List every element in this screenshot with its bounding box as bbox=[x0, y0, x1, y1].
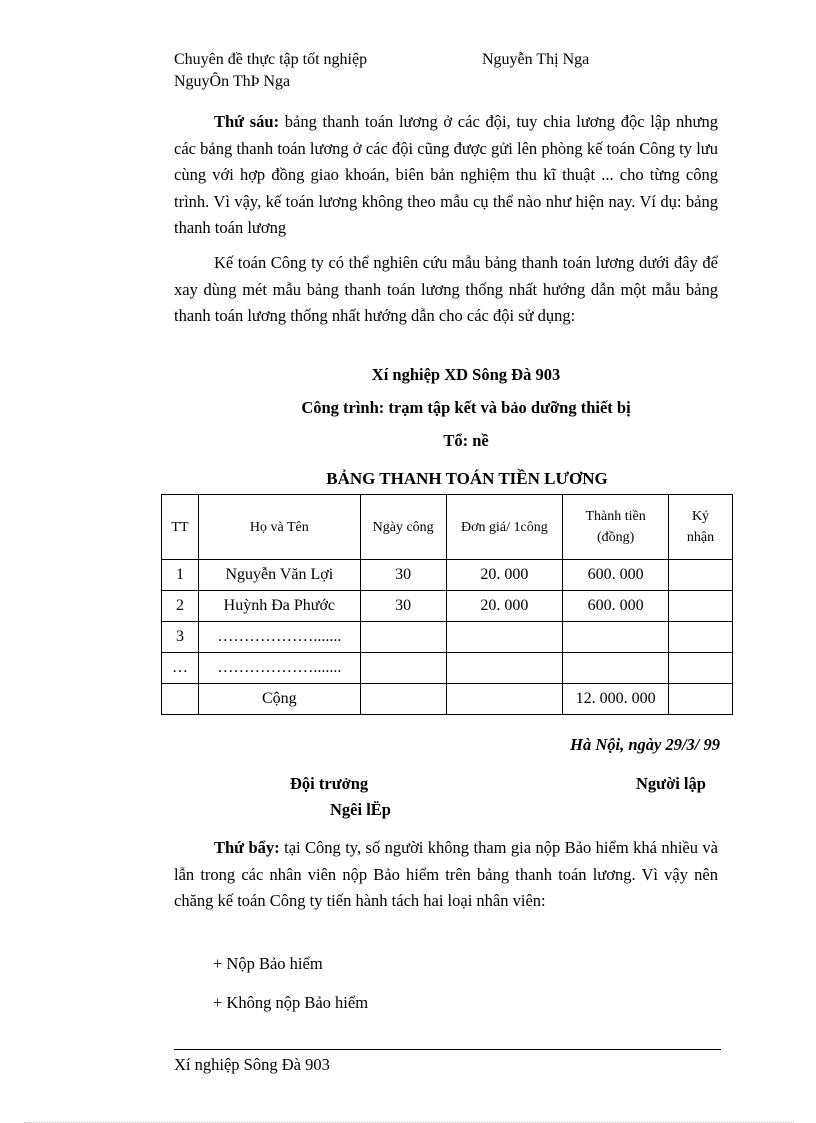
cell-name: Nguyễn Văn Lợi bbox=[198, 560, 360, 591]
paragraph-text: Kế toán Công ty có thể nghiên cứu mẫu bảng thanh toán lương dưới đây để xay dùng mét mẫu bảng thanh toán lương thống nhất hướng dẫn một mẫu bảng thanh toán lương thống nhất hướng dẫn cho các đội sử dụng: bbox=[174, 253, 718, 325]
cell-amount: 600. 000 bbox=[563, 560, 669, 591]
signature-garbled-title: Ngêi lËp bbox=[330, 800, 391, 819]
cell-sign bbox=[669, 591, 733, 622]
total-label: Cộng bbox=[198, 684, 360, 715]
signature-date: Hà Nội, ngày 29/3/ 99 bbox=[570, 735, 720, 754]
paragraph-lead: Thứ sáu: bbox=[214, 112, 280, 131]
paragraph-thu-bay bbox=[174, 835, 718, 915]
paragraph-thu-sau bbox=[174, 109, 718, 242]
col-header-amount: Thành tiền (đồng) bbox=[563, 495, 669, 560]
col-header-rate: Đơn giá/ 1công bbox=[446, 495, 563, 560]
col-header-days: Ngày công bbox=[360, 495, 446, 560]
project-name: Công trình: trạm tập kết và bảo dưỡng thiết bị bbox=[301, 398, 631, 417]
cell-rate bbox=[446, 684, 563, 715]
table-total-row bbox=[162, 684, 733, 715]
col-header-sign: Ký nhận bbox=[669, 495, 733, 560]
cell-tt: 1 bbox=[162, 560, 199, 591]
team-name: Tổ: nề bbox=[443, 431, 489, 450]
signature-left-title: Đội trưởng bbox=[290, 774, 369, 793]
cell-days: 30 bbox=[360, 560, 446, 591]
cell-rate: 20. 000 bbox=[446, 560, 563, 591]
cell-name: Huỳnh Đa Phước bbox=[198, 591, 360, 622]
cell-sign bbox=[669, 560, 733, 591]
paragraph-text: bảng thanh toán lương ở các đội, tuy chia lương độc lập nhưng các bảng thanh toán lương ở các đội cũng được gửi lên phòng kế toán Công ty lưu cùng với hợp đồng giao khoán, biên bản nghiệm thu kĩ thuật ... cho từng công trình. Vì vậy, kế toán lương không theo mẫu cụ thể nào như hiện nay. Ví dụ: bảng thanh toán lương bbox=[174, 112, 718, 237]
table-row bbox=[162, 653, 733, 684]
cell-amount bbox=[563, 653, 669, 684]
footer-text: Xí nghiệp Sông Đà 903 bbox=[174, 1055, 330, 1074]
total-value: 12. 000. 000 bbox=[563, 684, 669, 715]
paragraph-text: tại Công ty, số người không tham gia nộp Bảo hiểm khá nhiều và lẫn trong các nhân viên nộp Bảo hiểm trên bảng thanh toán lương. Vì vậy nên chăng kế toán Công ty tiến hành tách hai loại nhân viên: bbox=[174, 838, 718, 910]
header-garbled-name: NguyÔn ThÞ Nga bbox=[174, 73, 291, 90]
cell-rate bbox=[446, 622, 563, 653]
header-right: Nguyễn Thị Nga bbox=[482, 51, 590, 68]
table-header-row bbox=[162, 495, 733, 560]
cell-sign bbox=[669, 622, 733, 653]
cell-days: 30 bbox=[360, 591, 446, 622]
cell-tt bbox=[162, 684, 199, 715]
table-row bbox=[162, 560, 733, 591]
cell-days bbox=[360, 684, 446, 715]
cell-rate bbox=[446, 653, 563, 684]
cell-amount bbox=[563, 622, 669, 653]
header-left: Chuyên đề thực tập tốt nghiệp bbox=[174, 51, 368, 68]
table-row bbox=[162, 622, 733, 653]
table-title: BẢNG THANH TOÁN TIỀN LƯƠNG bbox=[326, 469, 608, 488]
col-header-name: Họ và Tên bbox=[198, 495, 360, 560]
list-item: + Nộp Bảo hiểm bbox=[213, 954, 323, 973]
footer-rule bbox=[174, 1049, 721, 1050]
list-item: + Không nộp Bảo hiểm bbox=[213, 993, 369, 1012]
cell-rate: 20. 000 bbox=[446, 591, 563, 622]
enterprise-name: Xí nghiệp XD Sông Đà 903 bbox=[371, 365, 561, 384]
col-header-tt: TT bbox=[162, 495, 199, 560]
cell-days bbox=[360, 622, 446, 653]
paragraph-ke-toan bbox=[174, 250, 718, 330]
cell-days bbox=[360, 653, 446, 684]
paragraph-lead: Thứ bẩy: bbox=[214, 838, 280, 857]
cell-name: ………………....... bbox=[198, 653, 360, 684]
cell-name: ………………....... bbox=[198, 622, 360, 653]
cell-sign bbox=[669, 684, 733, 715]
cell-tt: … bbox=[162, 653, 199, 684]
signature-right-title: Người lập bbox=[636, 774, 706, 793]
cell-tt: 3 bbox=[162, 622, 199, 653]
cell-sign bbox=[669, 653, 733, 684]
cell-tt: 2 bbox=[162, 591, 199, 622]
payroll-table bbox=[161, 494, 733, 715]
cell-amount: 600. 000 bbox=[563, 591, 669, 622]
table-row bbox=[162, 591, 733, 622]
